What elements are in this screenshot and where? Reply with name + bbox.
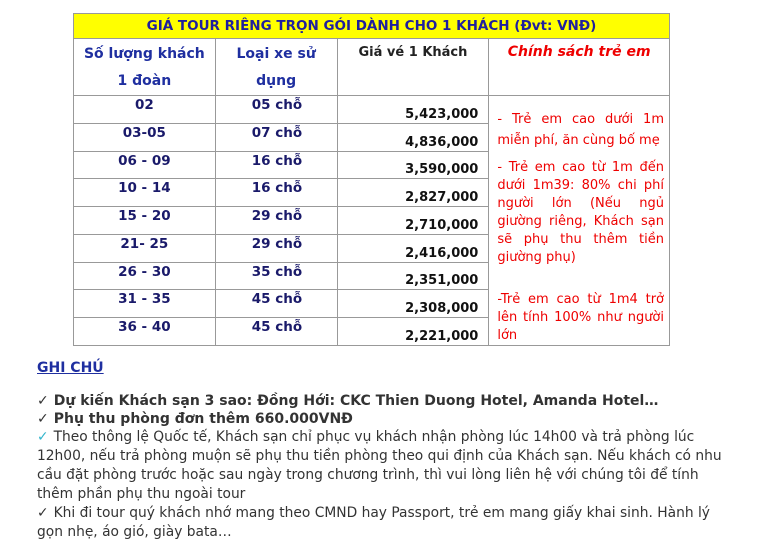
header-price-label: Giá vé 1 Khách <box>358 45 468 60</box>
group-size: 31 - 35 <box>74 290 216 318</box>
vehicle-type: 16 chỗ <box>215 151 337 179</box>
policy-over-1m4: -Trẻ em cao từ 1m4 trở lên tính 100% như người lớn <box>497 292 664 343</box>
group-size: 36 - 40 <box>74 318 216 346</box>
price-table <box>73 13 670 346</box>
note-hotel-text: Dự kiến Khách sạn 3 sao: Đồng Hới: CKC Thien Duong Hotel, Amanda Hotel… <box>53 393 659 409</box>
header-group-line2: 1 đoàn <box>117 73 172 89</box>
note-checkin <box>37 428 729 504</box>
price: 5,423,000 <box>337 96 489 124</box>
price: 2,827,000 <box>337 179 489 207</box>
vehicle-type: 16 chỗ <box>215 179 337 207</box>
note-documents <box>37 504 729 542</box>
group-size: 15 - 20 <box>74 207 216 235</box>
header-policy-label: Chính sách trẻ em <box>507 44 651 60</box>
vehicle-type: 05 chỗ <box>215 96 337 124</box>
group-size: 03-05 <box>74 123 216 151</box>
table-title: GIÁ TOUR RIÊNG TRỌN GÓI DÀNH CHO 1 KHÁCH (Đvt: VNĐ) <box>74 14 670 39</box>
header-vehicle-line2: dụng <box>256 73 297 89</box>
header-policy <box>489 39 670 96</box>
price: 2,351,000 <box>337 262 489 290</box>
header-vehicle <box>215 39 337 96</box>
price: 3,590,000 <box>337 151 489 179</box>
note-documents-text: Khi đi tour quý khách nhớ mang theo CMND hay Passport, trẻ em mang giấy khai sinh. Hành lý gọn nhẹ, áo gió, giày bata… <box>37 505 710 540</box>
price: 2,710,000 <box>337 207 489 235</box>
check-icon: ✓ <box>37 393 49 409</box>
group-size: 10 - 14 <box>74 179 216 207</box>
group-size: 02 <box>74 96 216 124</box>
check-icon: ✓ <box>37 429 49 445</box>
notes-section <box>37 358 729 542</box>
check-icon: ✓ <box>37 505 49 521</box>
vehicle-type: 35 chỗ <box>215 262 337 290</box>
group-size: 26 - 30 <box>74 262 216 290</box>
vehicle-type: 29 chỗ <box>215 234 337 262</box>
group-size: 21- 25 <box>74 234 216 262</box>
vehicle-type: 45 chỗ <box>215 290 337 318</box>
child-policy <box>489 96 670 346</box>
header-group-size <box>74 39 216 96</box>
check-icon: ✓ <box>37 411 49 427</box>
price: 2,416,000 <box>337 234 489 262</box>
policy-under-1m: - Trẻ em cao dưới 1m miễn phí, ăn cùng bố mẹ <box>497 112 664 148</box>
notes-title: GHI CHÚ <box>37 360 104 376</box>
header-group-line1: Số lượng khách <box>83 46 205 62</box>
price: 4,836,000 <box>337 123 489 151</box>
vehicle-type: 45 chỗ <box>215 318 337 346</box>
policy-1m-to-1m39: - Trẻ em cao từ 1m đến dưới 1m39: 80% chi phí người lớn (Nếu ngủ giường riêng, Khách sạn sẽ phụ thu thêm tiền giường phụ) <box>497 160 664 265</box>
note-hotel <box>37 392 729 410</box>
table-row <box>74 96 670 124</box>
price: 2,221,000 <box>337 318 489 346</box>
note-single-room-text: Phụ thu phòng đơn thêm 660.000VNĐ <box>53 411 353 427</box>
vehicle-type: 29 chỗ <box>215 207 337 235</box>
group-size: 06 - 09 <box>74 151 216 179</box>
header-price <box>337 39 489 96</box>
note-single-room <box>37 410 729 428</box>
vehicle-type: 07 chỗ <box>215 123 337 151</box>
note-checkin-text: Theo thông lệ Quốc tế, Khách sạn chỉ phục vụ khách nhận phòng lúc 14h00 và trả phòng lúc 12h00, nếu trả phòng muộn sẽ phụ thu tiền phòng theo qui định của Khách sạn. Nếu khách có nhu cầu đặt phòng trước hoặc sau ngày trong chương trình, thì vui lòng liên hệ với chúng tôi để tính thêm phần phụ thu ngoài tour <box>37 429 722 502</box>
price: 2,308,000 <box>337 290 489 318</box>
header-vehicle-line1: Loại xe sử <box>236 46 316 62</box>
